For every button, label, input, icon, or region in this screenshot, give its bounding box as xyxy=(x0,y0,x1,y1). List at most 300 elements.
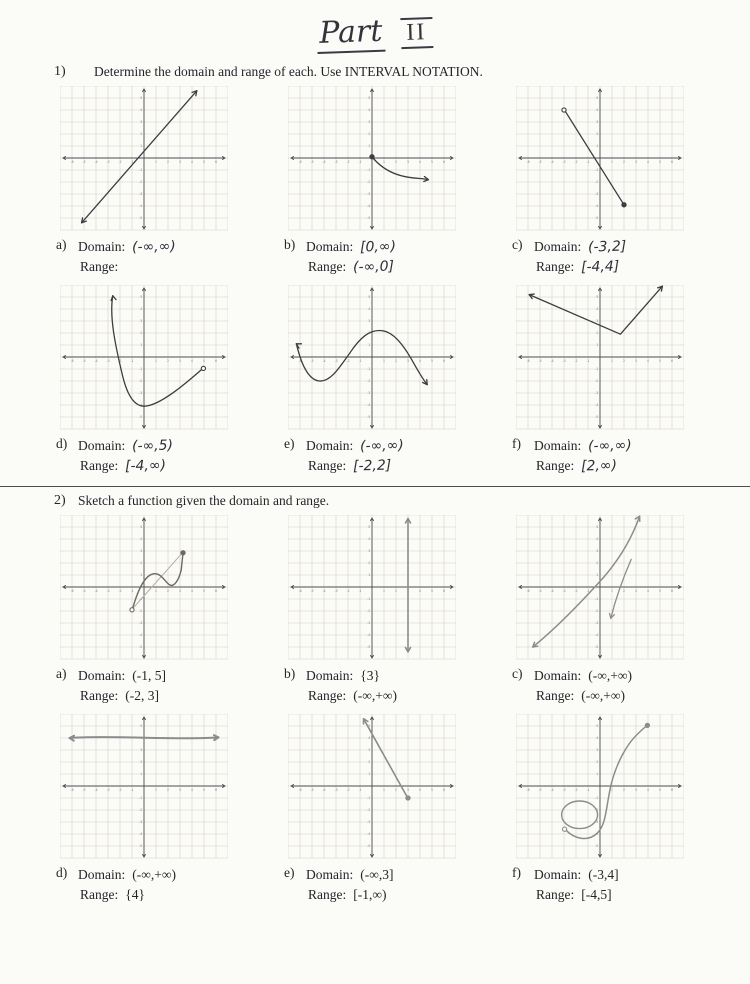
svg-text:3: 3 xyxy=(368,748,370,752)
svg-text:6: 6 xyxy=(671,589,673,593)
svg-text:3: 3 xyxy=(596,319,598,323)
svg-text:5: 5 xyxy=(431,788,433,792)
svg-text:-4: -4 xyxy=(94,788,97,792)
answer-block-2c xyxy=(512,666,632,708)
svg-text:-3: -3 xyxy=(334,359,337,363)
svg-text:2: 2 xyxy=(368,760,370,764)
problem-1-instructions: Determine the domain and range of each. Use INTERVAL NOTATION. xyxy=(94,64,483,80)
svg-text:-5: -5 xyxy=(538,359,541,363)
svg-text:-2: -2 xyxy=(346,359,349,363)
svg-text:1: 1 xyxy=(596,144,598,148)
domain-label: Domain: xyxy=(306,867,353,882)
svg-text:2: 2 xyxy=(167,160,169,164)
svg-text:-4: -4 xyxy=(94,589,97,593)
svg-text:4: 4 xyxy=(419,788,421,792)
svg-text:-4: -4 xyxy=(550,788,553,792)
svg-text:-3: -3 xyxy=(562,160,565,164)
svg-text:-5: -5 xyxy=(595,645,598,649)
domain-value: (-∞,3] xyxy=(360,867,393,882)
domain-label: Domain: xyxy=(534,438,581,453)
exercise-1c xyxy=(508,86,708,279)
svg-text:-6: -6 xyxy=(526,160,529,164)
svg-text:1: 1 xyxy=(611,589,613,593)
svg-text:-6: -6 xyxy=(70,589,73,593)
svg-text:4: 4 xyxy=(596,736,598,740)
svg-text:-3: -3 xyxy=(106,359,109,363)
svg-text:1: 1 xyxy=(368,772,370,776)
domain-line xyxy=(306,666,397,686)
svg-text:4: 4 xyxy=(419,589,421,593)
domain-value: (-∞,∞) xyxy=(132,236,176,257)
range-value: (-2, 3] xyxy=(125,688,159,703)
graph-1f xyxy=(516,285,684,431)
svg-text:1: 1 xyxy=(596,343,598,347)
exercise-1e xyxy=(280,285,480,478)
part-title-numeral: II xyxy=(400,17,433,49)
svg-text:-3: -3 xyxy=(562,359,565,363)
svg-text:-2: -2 xyxy=(367,609,370,613)
svg-text:1: 1 xyxy=(155,160,157,164)
svg-text:2: 2 xyxy=(623,788,625,792)
svg-text:-1: -1 xyxy=(358,788,361,792)
svg-text:2: 2 xyxy=(623,359,625,363)
svg-text:-2: -2 xyxy=(574,359,577,363)
problem-2-row-2 xyxy=(52,714,708,907)
svg-text:1: 1 xyxy=(383,359,385,363)
svg-text:-3: -3 xyxy=(595,621,598,625)
svg-text:4: 4 xyxy=(647,359,649,363)
domain-value: (-∞,5) xyxy=(132,435,174,456)
svg-text:-3: -3 xyxy=(367,391,370,395)
range-label: Range: xyxy=(80,887,118,902)
svg-text:3: 3 xyxy=(368,319,370,323)
svg-text:-2: -2 xyxy=(118,160,121,164)
range-line xyxy=(308,885,394,905)
svg-text:1: 1 xyxy=(596,573,598,577)
problem-2-number: 2) xyxy=(54,493,78,509)
svg-text:1: 1 xyxy=(368,144,370,148)
svg-text:2: 2 xyxy=(140,331,142,335)
svg-text:-5: -5 xyxy=(310,788,313,792)
svg-text:-4: -4 xyxy=(322,359,325,363)
problem-1-number: 1) xyxy=(54,64,94,80)
svg-text:1: 1 xyxy=(155,589,157,593)
domain-label: Domain: xyxy=(306,239,353,254)
svg-text:-5: -5 xyxy=(538,788,541,792)
svg-text:-2: -2 xyxy=(367,180,370,184)
graph-1c xyxy=(516,86,684,232)
svg-text:-6: -6 xyxy=(298,359,301,363)
svg-text:5: 5 xyxy=(431,589,433,593)
svg-text:6: 6 xyxy=(443,160,445,164)
svg-text:-1: -1 xyxy=(595,796,598,800)
svg-text:4: 4 xyxy=(368,537,370,541)
svg-text:-1: -1 xyxy=(130,589,133,593)
domain-label: Domain: xyxy=(534,239,581,254)
answer-block-2d xyxy=(56,865,176,907)
exercise-2a xyxy=(52,515,252,708)
svg-text:-1: -1 xyxy=(367,367,370,371)
svg-text:-1: -1 xyxy=(139,367,142,371)
svg-text:3: 3 xyxy=(407,788,409,792)
svg-text:1: 1 xyxy=(611,160,613,164)
svg-text:-5: -5 xyxy=(139,415,142,419)
svg-text:-4: -4 xyxy=(367,403,370,407)
item-label: c) xyxy=(512,666,534,708)
svg-text:-6: -6 xyxy=(70,359,73,363)
svg-text:-5: -5 xyxy=(367,415,370,419)
svg-text:5: 5 xyxy=(659,788,661,792)
svg-text:5: 5 xyxy=(140,724,142,728)
svg-text:3: 3 xyxy=(140,549,142,553)
domain-label: Domain: xyxy=(78,239,125,254)
svg-text:-6: -6 xyxy=(298,788,301,792)
svg-text:3: 3 xyxy=(179,160,181,164)
svg-text:2: 2 xyxy=(623,160,625,164)
svg-text:-6: -6 xyxy=(526,788,529,792)
item-label: c) xyxy=(512,237,534,279)
answer-block-1a xyxy=(56,237,176,279)
range-label: Range: xyxy=(536,887,574,902)
svg-text:-5: -5 xyxy=(595,216,598,220)
domain-value: (-∞,+∞) xyxy=(588,668,632,683)
svg-text:5: 5 xyxy=(368,96,370,100)
svg-text:1: 1 xyxy=(383,788,385,792)
svg-text:4: 4 xyxy=(647,788,649,792)
item-label: e) xyxy=(284,865,306,907)
svg-text:6: 6 xyxy=(215,160,217,164)
svg-text:2: 2 xyxy=(395,160,397,164)
item-label: a) xyxy=(56,666,78,708)
domain-label: Domain: xyxy=(306,438,353,453)
svg-text:4: 4 xyxy=(419,359,421,363)
svg-text:-1: -1 xyxy=(139,168,142,172)
svg-text:-4: -4 xyxy=(367,832,370,836)
svg-text:-3: -3 xyxy=(139,621,142,625)
problem-1-row-2 xyxy=(52,285,708,478)
svg-text:3: 3 xyxy=(596,549,598,553)
svg-text:-2: -2 xyxy=(574,160,577,164)
svg-text:2: 2 xyxy=(596,760,598,764)
domain-line xyxy=(534,237,627,257)
svg-text:1: 1 xyxy=(140,573,142,577)
range-label: Range: xyxy=(308,458,346,473)
problem-2-instructions: Sketch a function given the domain and range. xyxy=(78,493,329,509)
range-line xyxy=(536,257,627,277)
svg-text:-5: -5 xyxy=(538,160,541,164)
exercise-2d xyxy=(52,714,252,907)
range-label: Range: xyxy=(536,259,574,274)
svg-text:-3: -3 xyxy=(334,788,337,792)
domain-line xyxy=(306,865,394,885)
svg-text:3: 3 xyxy=(140,120,142,124)
svg-text:3: 3 xyxy=(407,589,409,593)
svg-text:-4: -4 xyxy=(595,633,598,637)
svg-text:-2: -2 xyxy=(346,788,349,792)
range-value: [-1,∞) xyxy=(353,887,386,902)
item-label: b) xyxy=(284,237,306,279)
svg-text:2: 2 xyxy=(368,561,370,565)
domain-line xyxy=(78,666,166,686)
range-value: [-2,2] xyxy=(353,456,392,477)
svg-text:3: 3 xyxy=(368,120,370,124)
svg-text:-3: -3 xyxy=(367,621,370,625)
svg-text:5: 5 xyxy=(431,359,433,363)
graph-2a xyxy=(60,515,228,661)
answer-block-2a xyxy=(56,666,166,708)
svg-text:-5: -5 xyxy=(139,216,142,220)
svg-text:-2: -2 xyxy=(595,180,598,184)
part-title-word: Part xyxy=(317,14,385,54)
svg-text:6: 6 xyxy=(443,788,445,792)
range-line xyxy=(536,885,619,905)
range-label: Range: xyxy=(308,259,346,274)
exercise-2f xyxy=(508,714,708,907)
svg-text:-4: -4 xyxy=(550,160,553,164)
graph-2b xyxy=(288,515,456,661)
svg-text:-2: -2 xyxy=(574,589,577,593)
svg-text:4: 4 xyxy=(140,307,142,311)
svg-text:5: 5 xyxy=(659,359,661,363)
svg-text:-1: -1 xyxy=(595,168,598,172)
svg-text:-3: -3 xyxy=(562,589,565,593)
svg-text:3: 3 xyxy=(179,589,181,593)
svg-text:5: 5 xyxy=(596,295,598,299)
range-line xyxy=(80,686,166,706)
svg-text:3: 3 xyxy=(140,748,142,752)
svg-text:2: 2 xyxy=(395,788,397,792)
graph-1d xyxy=(60,285,228,431)
svg-text:1: 1 xyxy=(596,772,598,776)
svg-text:-4: -4 xyxy=(94,160,97,164)
svg-text:3: 3 xyxy=(140,319,142,323)
svg-text:5: 5 xyxy=(368,295,370,299)
svg-text:4: 4 xyxy=(368,307,370,311)
svg-text:-1: -1 xyxy=(586,359,589,363)
answer-block-2b xyxy=(284,666,397,708)
svg-text:-1: -1 xyxy=(367,597,370,601)
svg-text:1: 1 xyxy=(611,788,613,792)
svg-text:-4: -4 xyxy=(139,832,142,836)
svg-text:5: 5 xyxy=(431,160,433,164)
range-line xyxy=(80,456,173,476)
svg-text:5: 5 xyxy=(140,96,142,100)
svg-text:-5: -5 xyxy=(82,788,85,792)
range-line xyxy=(308,686,397,706)
range-label: Range: xyxy=(536,458,574,473)
svg-text:4: 4 xyxy=(191,589,193,593)
svg-text:2: 2 xyxy=(368,132,370,136)
range-label: Range: xyxy=(308,688,346,703)
svg-text:-4: -4 xyxy=(367,204,370,208)
svg-text:3: 3 xyxy=(596,748,598,752)
svg-text:-1: -1 xyxy=(367,796,370,800)
svg-text:-1: -1 xyxy=(139,597,142,601)
svg-text:-1: -1 xyxy=(358,359,361,363)
svg-text:4: 4 xyxy=(191,788,193,792)
item-label: e) xyxy=(284,436,306,478)
svg-text:1: 1 xyxy=(140,343,142,347)
svg-text:-4: -4 xyxy=(550,359,553,363)
range-value: {4} xyxy=(125,887,145,902)
svg-text:5: 5 xyxy=(368,525,370,529)
svg-text:2: 2 xyxy=(596,331,598,335)
svg-text:-4: -4 xyxy=(322,788,325,792)
domain-value: (-∞,+∞) xyxy=(132,867,176,882)
svg-text:-4: -4 xyxy=(595,403,598,407)
svg-text:2: 2 xyxy=(140,132,142,136)
range-value: (-∞,+∞) xyxy=(353,688,397,703)
domain-value: (-3,4] xyxy=(588,867,618,882)
svg-text:-5: -5 xyxy=(82,160,85,164)
domain-line xyxy=(534,436,632,456)
svg-text:1: 1 xyxy=(155,788,157,792)
svg-text:-4: -4 xyxy=(322,160,325,164)
svg-text:-4: -4 xyxy=(139,633,142,637)
svg-text:3: 3 xyxy=(407,359,409,363)
range-label: Range: xyxy=(80,259,118,274)
svg-text:-6: -6 xyxy=(70,160,73,164)
exercise-1a xyxy=(52,86,252,279)
range-value: [2,∞) xyxy=(581,456,617,477)
range-label: Range: xyxy=(80,458,118,473)
svg-text:-2: -2 xyxy=(595,609,598,613)
domain-value: (-∞,∞) xyxy=(360,435,404,456)
svg-text:2: 2 xyxy=(140,561,142,565)
problem-1-row-1 xyxy=(52,86,708,279)
svg-text:-4: -4 xyxy=(139,204,142,208)
svg-text:-5: -5 xyxy=(82,589,85,593)
svg-text:-4: -4 xyxy=(367,633,370,637)
svg-text:-3: -3 xyxy=(367,192,370,196)
svg-text:-6: -6 xyxy=(70,788,73,792)
answer-block-1d xyxy=(56,436,173,478)
svg-text:-3: -3 xyxy=(334,589,337,593)
domain-label: Domain: xyxy=(78,438,125,453)
svg-text:-3: -3 xyxy=(139,391,142,395)
domain-line xyxy=(534,865,619,885)
range-line xyxy=(536,456,632,476)
problem-2-row-1 xyxy=(52,515,708,708)
svg-text:2: 2 xyxy=(167,589,169,593)
item-label: d) xyxy=(56,865,78,907)
svg-text:5: 5 xyxy=(203,359,205,363)
svg-text:3: 3 xyxy=(635,589,637,593)
svg-text:-3: -3 xyxy=(334,160,337,164)
domain-value: (-1, 5] xyxy=(132,668,166,683)
svg-text:-4: -4 xyxy=(595,204,598,208)
svg-text:2: 2 xyxy=(596,561,598,565)
svg-text:-2: -2 xyxy=(139,808,142,812)
exercise-2b xyxy=(280,515,480,708)
item-label: d) xyxy=(56,436,78,478)
svg-text:-1: -1 xyxy=(358,160,361,164)
svg-text:5: 5 xyxy=(140,295,142,299)
svg-text:-3: -3 xyxy=(595,192,598,196)
svg-text:-4: -4 xyxy=(139,403,142,407)
range-line xyxy=(80,885,176,905)
range-value: [-4,5] xyxy=(581,887,611,902)
svg-text:-2: -2 xyxy=(346,160,349,164)
svg-text:5: 5 xyxy=(659,160,661,164)
domain-line xyxy=(78,865,176,885)
svg-text:4: 4 xyxy=(647,160,649,164)
svg-text:-3: -3 xyxy=(106,788,109,792)
svg-text:1: 1 xyxy=(140,772,142,776)
domain-value: (-3,2] xyxy=(588,237,627,258)
svg-text:5: 5 xyxy=(596,724,598,728)
svg-text:3: 3 xyxy=(635,160,637,164)
domain-label: Domain: xyxy=(78,668,125,683)
svg-text:4: 4 xyxy=(191,359,193,363)
item-label: b) xyxy=(284,666,306,708)
svg-text:1: 1 xyxy=(383,160,385,164)
range-line xyxy=(536,686,632,706)
range-label: Range: xyxy=(80,688,118,703)
svg-text:-5: -5 xyxy=(139,844,142,848)
svg-text:6: 6 xyxy=(671,160,673,164)
graph-2f xyxy=(516,714,684,860)
page-title xyxy=(0,1,750,73)
domain-label: Domain: xyxy=(534,668,581,683)
domain-label: Domain: xyxy=(534,867,581,882)
graph-2e xyxy=(288,714,456,860)
worksheet xyxy=(0,14,750,984)
svg-text:-5: -5 xyxy=(595,844,598,848)
svg-text:4: 4 xyxy=(140,537,142,541)
svg-text:4: 4 xyxy=(596,108,598,112)
svg-text:-2: -2 xyxy=(595,808,598,812)
svg-text:5: 5 xyxy=(203,589,205,593)
svg-text:-1: -1 xyxy=(595,367,598,371)
svg-text:-1: -1 xyxy=(130,359,133,363)
svg-text:3: 3 xyxy=(596,120,598,124)
range-line xyxy=(80,257,176,277)
svg-text:-5: -5 xyxy=(82,359,85,363)
domain-line xyxy=(306,436,404,456)
svg-text:-5: -5 xyxy=(310,589,313,593)
svg-text:3: 3 xyxy=(179,788,181,792)
svg-text:-3: -3 xyxy=(595,391,598,395)
svg-text:-6: -6 xyxy=(526,589,529,593)
svg-text:-4: -4 xyxy=(550,589,553,593)
svg-text:4: 4 xyxy=(191,160,193,164)
domain-label: Domain: xyxy=(78,867,125,882)
svg-text:-1: -1 xyxy=(139,796,142,800)
svg-text:-3: -3 xyxy=(367,820,370,824)
graph-2d xyxy=(60,714,228,860)
svg-text:-2: -2 xyxy=(367,379,370,383)
exercise-2e xyxy=(280,714,480,907)
svg-text:-5: -5 xyxy=(367,216,370,220)
svg-text:5: 5 xyxy=(596,96,598,100)
svg-text:6: 6 xyxy=(443,589,445,593)
exercise-1d xyxy=(52,285,252,478)
svg-text:2: 2 xyxy=(167,788,169,792)
svg-text:5: 5 xyxy=(203,160,205,164)
svg-text:-5: -5 xyxy=(310,359,313,363)
svg-text:-3: -3 xyxy=(106,160,109,164)
svg-text:2: 2 xyxy=(623,589,625,593)
range-value: [-4,4] xyxy=(581,257,620,278)
svg-text:4: 4 xyxy=(368,736,370,740)
domain-label: Domain: xyxy=(306,668,353,683)
svg-text:4: 4 xyxy=(647,589,649,593)
svg-text:-5: -5 xyxy=(310,160,313,164)
exercise-1f xyxy=(508,285,708,478)
answer-block-1e xyxy=(284,436,404,478)
svg-text:6: 6 xyxy=(215,589,217,593)
